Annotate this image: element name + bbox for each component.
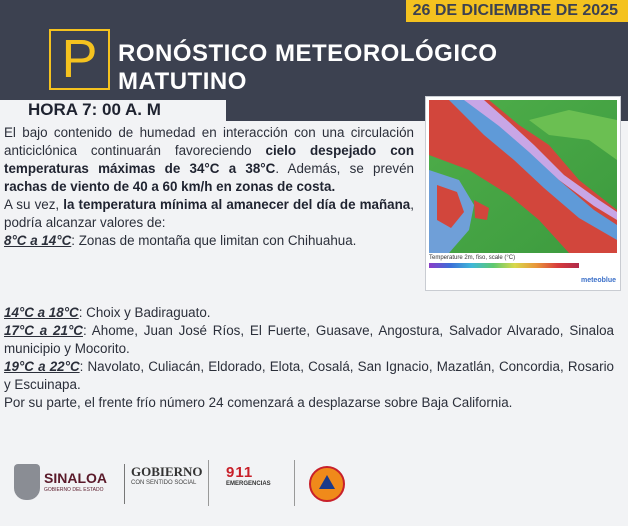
range-4-text: : Navolato, Culiacán, Eldorado, Elota, Cosalá, San Ignacio, Mazatlán, Concordia, Rosario y Escuinapa. <box>4 359 615 392</box>
triangle-icon <box>319 475 335 489</box>
range-4-label: 19°C a 22°C <box>4 359 80 374</box>
range-2-text: : Choix y Badiraguato. <box>78 305 211 320</box>
temperature-map <box>425 96 621 291</box>
paragraph-3: Por su parte, el frente frío número 24 comenzará a desplazarse sobre Baja California. <box>4 395 513 410</box>
range-2-label: 14°C a 18°C <box>4 305 79 320</box>
range-1-text: : Zonas de montaña que limitan con Chihuahua. <box>71 233 357 248</box>
gobierno-sub-label: CON SENTIDO SOCIAL <box>131 480 197 486</box>
divider <box>208 460 209 506</box>
e911-sub-label: EMERGENCIAS <box>226 481 271 487</box>
p-letter: P <box>61 29 98 89</box>
p2-bold-b: la temperatura mínima al amanecer del día de mañana <box>63 197 411 212</box>
p-logo-box <box>49 29 110 90</box>
emergencias-logo <box>226 464 272 504</box>
range-3-label: 17°C a 21°C <box>4 323 83 338</box>
forecast-text-wide <box>4 304 614 412</box>
date-label: 26 DE DICIEMBRE DE 2025 <box>412 2 618 19</box>
p2-part-c: , podría alcanzar valores de: <box>4 197 414 230</box>
sinaloa-sub-label: GOBIERNO DEL ESTADO <box>44 487 104 493</box>
paragraph-1 <box>4 124 414 196</box>
date-bar <box>406 0 628 22</box>
time-strip <box>0 100 226 122</box>
forecast-text <box>4 124 414 250</box>
map-image <box>429 100 617 253</box>
page-title <box>118 40 498 96</box>
crest-icon <box>14 464 40 500</box>
gobierno-logo <box>124 464 207 504</box>
map-colorbar <box>429 263 579 268</box>
map-graphic <box>429 100 617 253</box>
sinaloa-label: SINALOA <box>44 470 107 486</box>
map-brand: meteoblue <box>580 277 616 284</box>
gobierno-label: GOBIERNO <box>131 464 203 479</box>
p1-part-c: . Además, se prevén <box>275 161 414 176</box>
title-line-2: MATUTINO <box>118 68 247 95</box>
p1-part-a: El bajo contenido de humedad en interacción con una circulación anticiclónica continuarán favoreciendo <box>4 125 414 158</box>
range-3-text: : Ahome, Juan José Ríos, El Fuerte, Guasave, Angostura, Salvador Alvarado, Sinaloa municipio y Mocorito. <box>4 323 614 356</box>
footer-logos <box>0 452 628 526</box>
range-2 <box>4 304 614 322</box>
paragraph-2 <box>4 196 414 232</box>
time-label: HORA 7: 00 A. M <box>28 100 161 119</box>
proteccion-civil-icon <box>309 466 345 502</box>
e911-label: 911 <box>226 464 254 481</box>
map-legend-title: Temperature 2m, fiso, scale (°C) <box>429 255 516 261</box>
sinaloa-logo <box>14 464 114 504</box>
p1-bold-b: cielo despejado con temperaturas máximas de 34°C a 38°C <box>4 143 414 176</box>
range-3 <box>4 322 614 358</box>
p2-part-a: A su vez, <box>4 197 64 212</box>
divider <box>294 460 295 506</box>
p1-bold-d: rachas de viento de 40 a 60 km/h en zonas de costa. <box>4 179 336 194</box>
range-1 <box>4 232 414 250</box>
title-line-1: RONÓSTICO METEOROLÓGICO <box>118 40 498 67</box>
range-4 <box>4 358 614 394</box>
range-1-label: 8°C a 14°C <box>4 233 72 248</box>
